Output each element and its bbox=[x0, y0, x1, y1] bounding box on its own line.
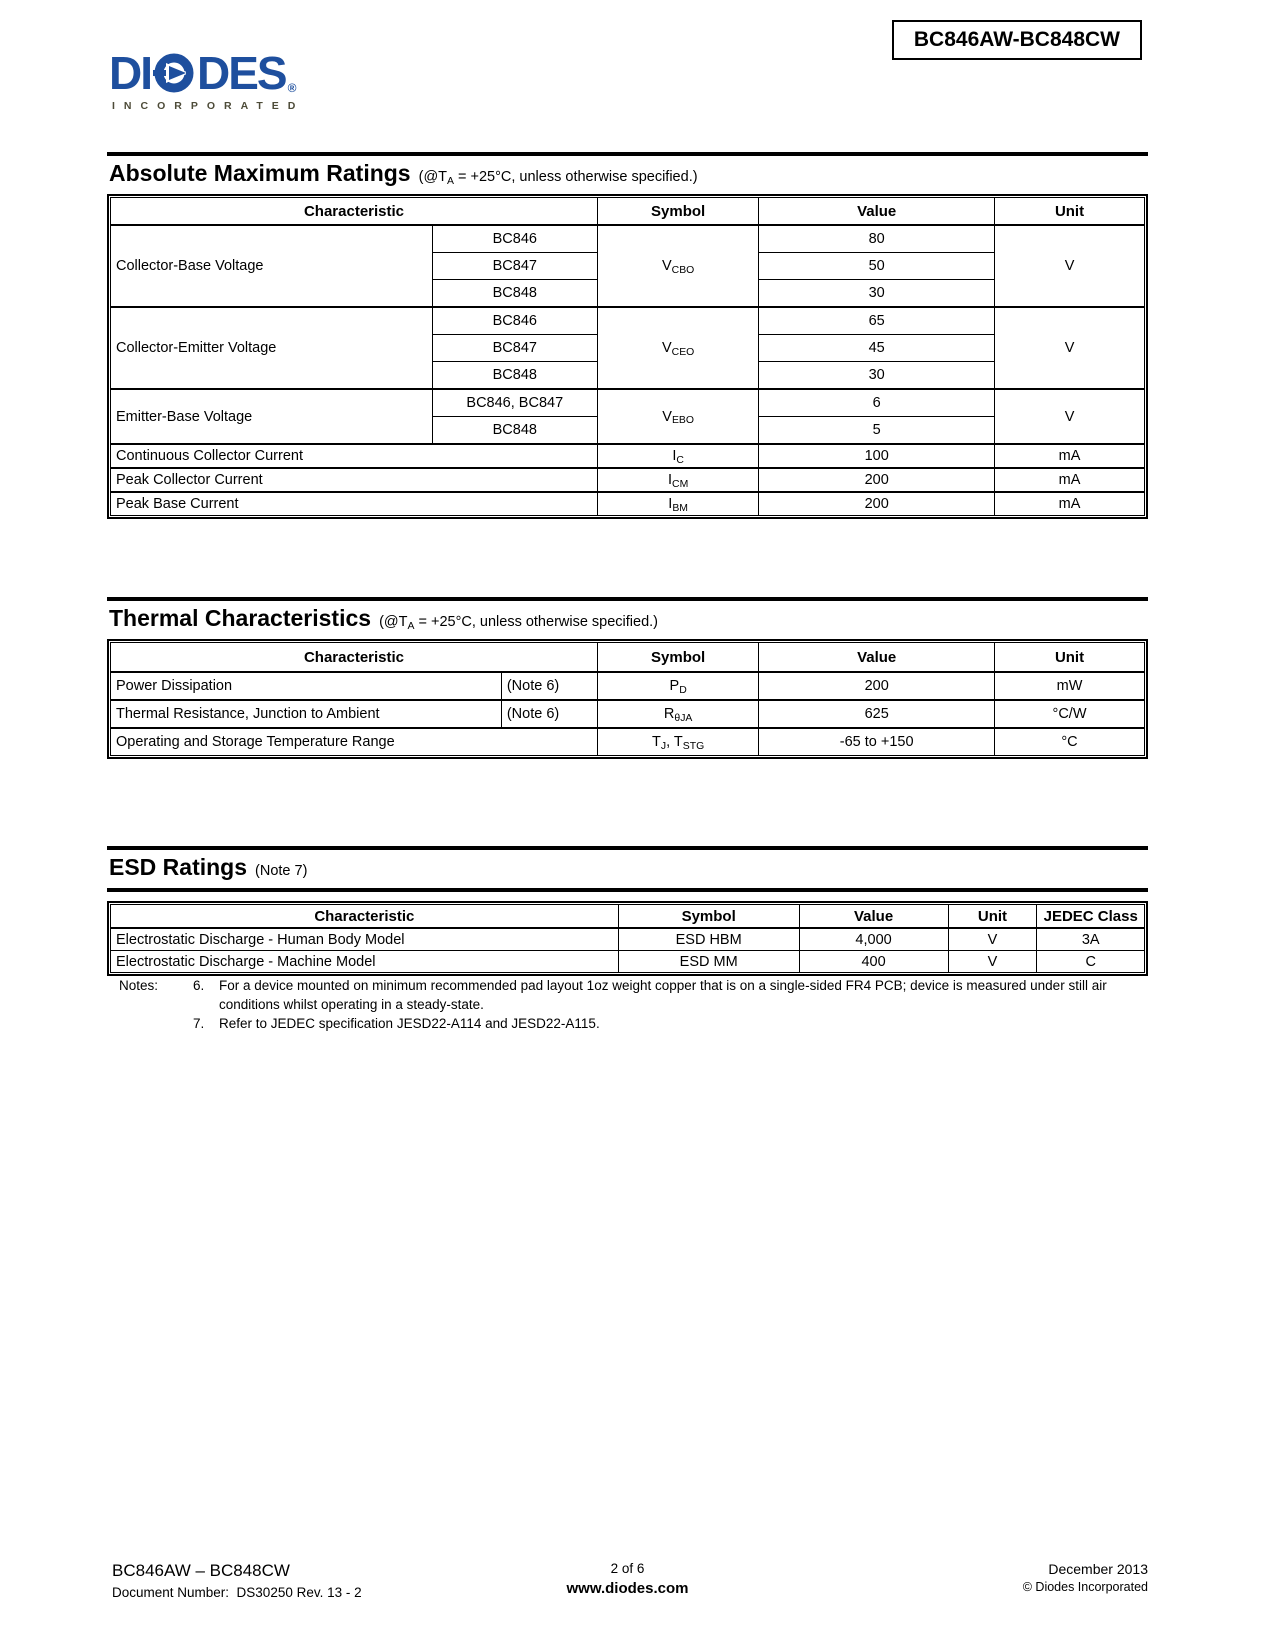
symbol-cell: $V_{CBO}$ bbox=[598, 225, 759, 307]
note-cell: (Note 6) bbox=[501, 700, 597, 728]
characteristic-cell: Peak Base Current bbox=[111, 492, 598, 516]
value-cell: 100 bbox=[759, 444, 995, 468]
unit-cell: mA bbox=[995, 468, 1145, 492]
thermal-table-border bbox=[107, 639, 1148, 759]
table-row bbox=[111, 225, 1145, 253]
part-number-box: BC846AW-BC848CW bbox=[892, 20, 1142, 60]
part-cell: BC848 bbox=[432, 417, 597, 445]
thermal-table bbox=[110, 642, 1145, 756]
note-cell: (Note 6) bbox=[501, 672, 597, 700]
section-divider-rule bbox=[107, 152, 1148, 156]
table-row bbox=[111, 728, 1145, 756]
header-value: Value bbox=[759, 643, 995, 673]
section-esd-ratings bbox=[107, 846, 1148, 976]
characteristic-cell: Thermal Resistance, Junction to Ambient bbox=[111, 700, 502, 728]
table-header-row bbox=[111, 905, 1145, 929]
header-value: Value bbox=[759, 198, 995, 226]
table-row bbox=[111, 444, 1145, 468]
table-row bbox=[111, 951, 1145, 973]
value-cell: 5 bbox=[759, 417, 995, 445]
abs-max-table bbox=[110, 197, 1145, 516]
characteristic-cell: Collector-Emitter Voltage bbox=[111, 307, 433, 389]
header-value: Value bbox=[799, 905, 948, 929]
esd-table bbox=[110, 904, 1145, 973]
header-symbol: Symbol bbox=[598, 643, 759, 673]
characteristic-cell: Electrostatic Discharge - Machine Model bbox=[111, 951, 619, 973]
notes-section bbox=[107, 976, 1160, 1033]
diodes-logo bbox=[109, 47, 305, 112]
table-row bbox=[111, 307, 1145, 335]
esd-table-border bbox=[107, 901, 1148, 976]
footer-part-range: BC846AW – BC848CW bbox=[112, 1561, 290, 1580]
logo-text-post: DES bbox=[197, 47, 286, 99]
symbol-cell: $V_{EBO}$ bbox=[598, 389, 759, 444]
note-number: 7. bbox=[193, 1016, 205, 1031]
section-subtitle: ($@T_A = +25^\circ C$, unless otherwise specified.) bbox=[379, 614, 659, 632]
esd-heading-underline-rule bbox=[107, 888, 1148, 892]
jedec-class-cell: 3A bbox=[1037, 928, 1145, 951]
unit-cell: V bbox=[948, 951, 1037, 973]
note-number: 6. bbox=[193, 978, 205, 993]
table-row bbox=[111, 700, 1145, 728]
value-cell: 30 bbox=[759, 280, 995, 308]
part-cell: BC846, BC847 bbox=[432, 389, 597, 417]
characteristic-cell: Operating and Storage Temperature Range bbox=[111, 728, 598, 756]
section-subtitle: ($@T_A = +25^\circ C$, unless otherwise specified.) bbox=[418, 169, 698, 187]
value-cell: 200 bbox=[759, 672, 995, 700]
value-cell: -65 to +150 bbox=[759, 728, 995, 756]
header-symbol: Symbol bbox=[598, 198, 759, 226]
header-symbol: Symbol bbox=[618, 905, 799, 929]
symbol-cell: $V_{CEO}$ bbox=[598, 307, 759, 389]
logo-incorporated-label: INCORPORATED bbox=[112, 100, 305, 112]
value-cell: 80 bbox=[759, 225, 995, 253]
symbol-cell: $I_C$ bbox=[598, 444, 759, 468]
header-characteristic: Characteristic bbox=[111, 643, 598, 673]
header-characteristic: Characteristic bbox=[111, 905, 619, 929]
abs-max-table-border bbox=[107, 194, 1148, 519]
part-cell: BC848 bbox=[432, 362, 597, 390]
footer-document-number: Document Number: DS30250 Rev. 13 - 2 bbox=[112, 1585, 362, 1600]
table-row bbox=[111, 492, 1145, 516]
part-cell: BC847 bbox=[432, 253, 597, 280]
value-cell: 45 bbox=[759, 335, 995, 362]
unit-cell: mA bbox=[995, 492, 1145, 516]
note-text: For a device mounted on minimum recommended pad layout 1oz weight copper that is on a single-sided FR4 PCB; device is measured under still air conditions whilst operating in a steady-state. bbox=[219, 978, 1107, 1012]
symbol-cell: $R_{\theta JA}$ bbox=[598, 700, 759, 728]
section-absolute-maximum-ratings bbox=[107, 152, 1148, 519]
symbol-cell: $T_J$, $T_{STG}$ bbox=[598, 728, 759, 756]
symbol-cell: ESD MM bbox=[618, 951, 799, 973]
part-cell: BC846 bbox=[432, 307, 597, 335]
logo-text-pre: DI bbox=[109, 47, 151, 99]
section-title: Thermal Characteristics bbox=[109, 605, 372, 631]
part-cell: BC847 bbox=[432, 335, 597, 362]
header-jedec-class: JEDEC Class bbox=[1037, 905, 1145, 929]
header-unit: Unit bbox=[995, 643, 1145, 673]
unit-cell: mA bbox=[995, 444, 1145, 468]
footer-website-link[interactable]: www.diodes.com bbox=[566, 1580, 689, 1597]
symbol-cell: $I_{BM}$ bbox=[598, 492, 759, 516]
notes-label: Notes: bbox=[119, 978, 159, 993]
logo-wordmark bbox=[109, 47, 304, 99]
section-divider-rule bbox=[107, 597, 1148, 601]
value-cell: 30 bbox=[759, 362, 995, 390]
table-header-row bbox=[111, 198, 1145, 226]
page-footer bbox=[107, 1561, 1148, 1600]
characteristic-cell: Emitter-Base Voltage bbox=[111, 389, 433, 444]
header-unit: Unit bbox=[948, 905, 1037, 929]
table-row bbox=[111, 389, 1145, 417]
note-item bbox=[193, 976, 1135, 1014]
table-header-row bbox=[111, 643, 1145, 673]
unit-cell: V bbox=[995, 225, 1145, 307]
symbol-cell: $I_{CM}$ bbox=[598, 468, 759, 492]
note-text: Refer to JEDEC specification JESD22-A114 and JESD22-A115. bbox=[219, 1016, 600, 1031]
note-item bbox=[193, 1014, 1135, 1033]
header-unit: Unit bbox=[995, 198, 1145, 226]
unit-cell: V bbox=[948, 928, 1037, 951]
diode-arrow-icon bbox=[153, 52, 195, 94]
value-cell: 50 bbox=[759, 253, 995, 280]
unit-cell: mW bbox=[995, 672, 1145, 700]
jedec-class-cell: C bbox=[1037, 951, 1145, 973]
section-subtitle: (Note 7) bbox=[255, 863, 308, 879]
characteristic-cell: Peak Collector Current bbox=[111, 468, 598, 492]
footer-page-number: 2 of 6 bbox=[610, 1561, 645, 1576]
section-divider-rule bbox=[107, 846, 1148, 850]
value-cell: 65 bbox=[759, 307, 995, 335]
symbol-cell: $P_D$ bbox=[598, 672, 759, 700]
unit-cell: °C bbox=[995, 728, 1145, 756]
table-row bbox=[111, 928, 1145, 951]
part-cell: BC846 bbox=[432, 225, 597, 253]
footer-copyright: © Diodes Incorporated bbox=[1022, 1580, 1148, 1594]
header-characteristic: Characteristic bbox=[111, 198, 598, 226]
section-thermal-characteristics bbox=[107, 597, 1148, 759]
value-cell: 6 bbox=[759, 389, 995, 417]
value-cell: 200 bbox=[759, 468, 995, 492]
unit-cell: V bbox=[995, 307, 1145, 389]
value-cell: 400 bbox=[799, 951, 948, 973]
characteristic-cell: Electrostatic Discharge - Human Body Model bbox=[111, 928, 619, 951]
footer-date: December 2013 bbox=[1048, 1561, 1148, 1577]
unit-cell: °C/W bbox=[995, 700, 1145, 728]
characteristic-cell: Collector-Base Voltage bbox=[111, 225, 433, 307]
value-cell: 4,000 bbox=[799, 928, 948, 951]
registered-mark: ® bbox=[287, 81, 297, 95]
section-title: ESD Ratings bbox=[109, 854, 248, 880]
section-title: Absolute Maximum Ratings bbox=[109, 160, 411, 186]
unit-cell: V bbox=[995, 389, 1145, 444]
table-row bbox=[111, 468, 1145, 492]
table-row bbox=[111, 672, 1145, 700]
characteristic-cell: Power Dissipation bbox=[111, 672, 502, 700]
part-cell: BC848 bbox=[432, 280, 597, 308]
symbol-cell: ESD HBM bbox=[618, 928, 799, 951]
characteristic-cell: Continuous Collector Current bbox=[111, 444, 598, 468]
value-cell: 625 bbox=[759, 700, 995, 728]
value-cell: 200 bbox=[759, 492, 995, 516]
